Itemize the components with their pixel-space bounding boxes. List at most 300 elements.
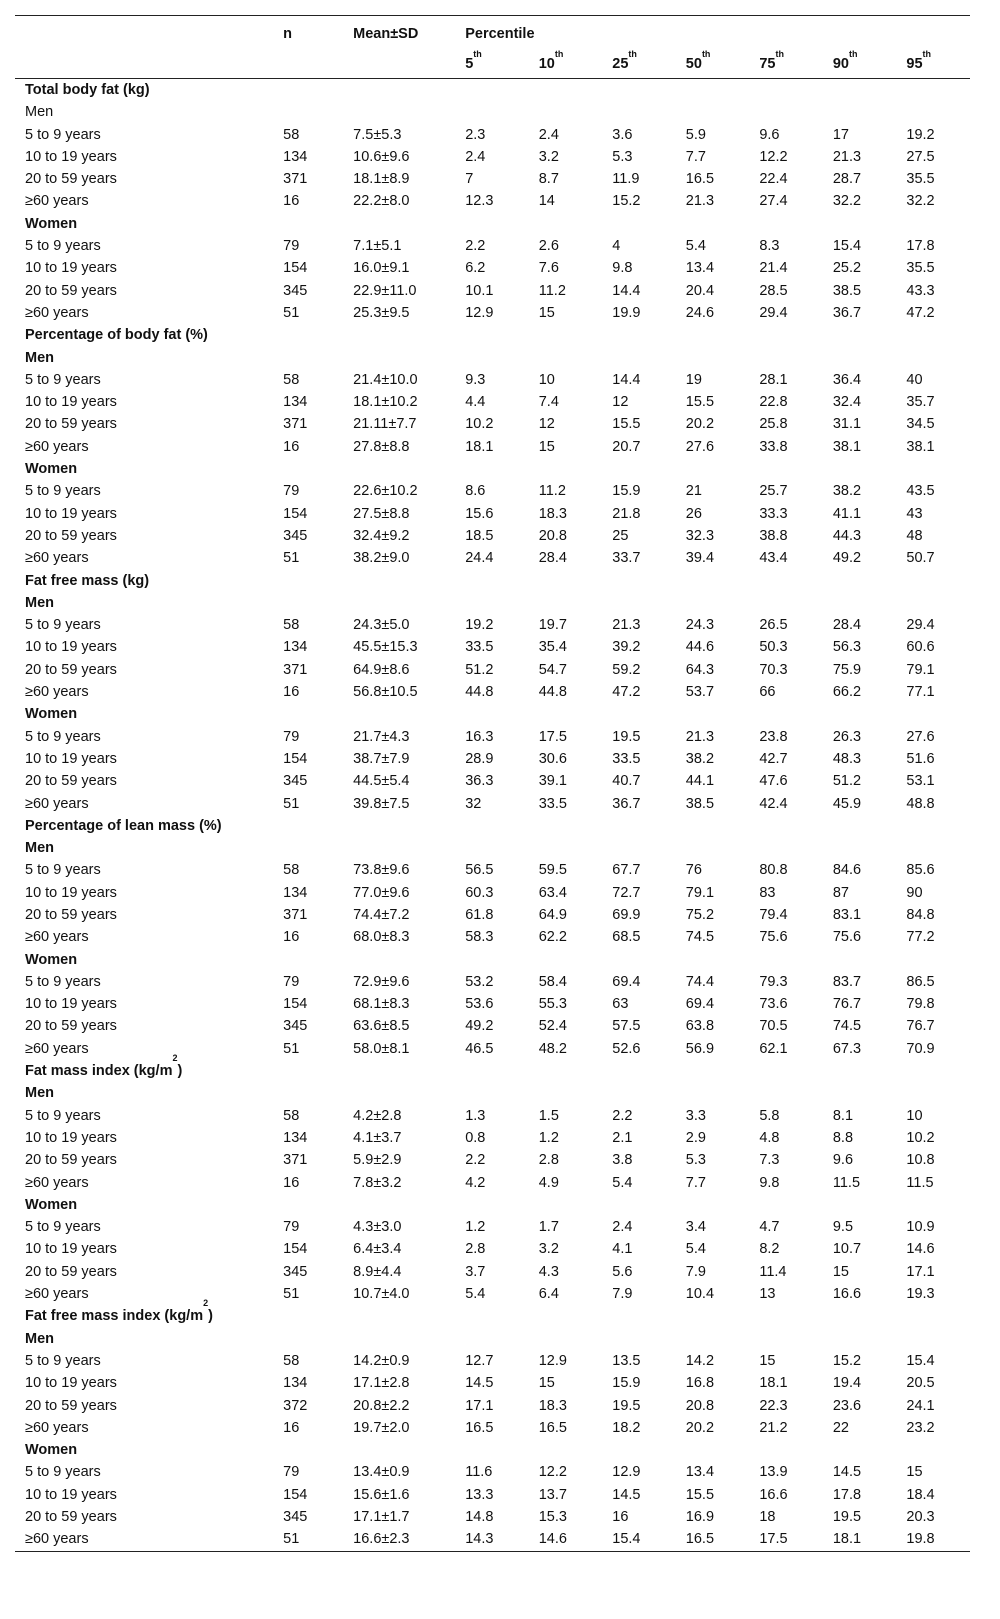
table-row <box>15 547 970 569</box>
percentile-cell: 9.5 <box>832 1219 854 1236</box>
percentile-cell: 2.6 <box>538 238 559 255</box>
table-row <box>15 190 970 212</box>
percentile-cell: 66 <box>759 684 776 701</box>
group-label: Women <box>25 951 78 968</box>
percentile-cell: 44.8 <box>465 684 494 701</box>
percentile-cell: 21.8 <box>612 505 641 522</box>
mean-sd-cell: 7.5±5.3 <box>353 126 402 143</box>
percentile-cell: 7.9 <box>685 1263 706 1280</box>
n-cell: 345 <box>283 1018 308 1035</box>
group-label: Men <box>25 1330 54 1347</box>
n-cell: 58 <box>283 371 300 388</box>
percentile-cell: 31.1 <box>832 416 862 433</box>
percentile-cell: 9.8 <box>759 1174 780 1191</box>
percentile-cell: 35.7 <box>906 394 935 411</box>
age-group-cell: 20 to 59 years <box>25 661 117 678</box>
percentile-cell: 21 <box>685 483 702 500</box>
percentile-cell: 51.2 <box>832 773 862 790</box>
percentile-cell: 2.1 <box>612 1129 633 1146</box>
percentile-cell: 26.5 <box>759 617 788 634</box>
percentile-cell: 50.3 <box>759 639 788 656</box>
percentile-cell: 25.2 <box>832 260 862 277</box>
group-label: Men <box>25 594 54 611</box>
percentile-cell: 29.4 <box>906 617 935 634</box>
age-group-cell: 20 to 59 years <box>25 527 117 544</box>
percentile-suffix: th <box>554 49 564 59</box>
percentile-cell: 16.8 <box>685 1375 715 1392</box>
percentile-cell: 33.7 <box>612 550 641 567</box>
group-label: Men <box>25 1085 54 1102</box>
percentile-cell: 17.1 <box>465 1397 494 1414</box>
percentile-cell: 2.3 <box>465 126 486 143</box>
table-row <box>15 1015 970 1037</box>
table-row <box>15 859 970 881</box>
age-group-cell: 5 to 9 years <box>25 238 101 255</box>
age-group-cell: 20 to 59 years <box>25 906 117 923</box>
mean-sd-cell: 14.2±0.9 <box>353 1352 410 1369</box>
percentile-cell: 7.4 <box>538 394 559 411</box>
header-percentile-50th <box>676 50 750 79</box>
percentile-cell: 4.9 <box>538 1174 559 1191</box>
table-row <box>15 1105 970 1127</box>
percentile-cell: 5.4 <box>612 1174 633 1191</box>
table-row <box>15 748 970 770</box>
percentile-cell: 28.1 <box>759 371 788 388</box>
group-label-row <box>15 837 970 859</box>
table-row <box>15 1372 970 1394</box>
percentile-cell: 47.6 <box>759 773 788 790</box>
table-row <box>15 681 970 703</box>
percentile-cell: 34.5 <box>906 416 935 433</box>
n-cell: 372 <box>283 1397 308 1414</box>
table-row <box>15 413 970 435</box>
group-label-row <box>15 213 970 235</box>
percentile-cell: 77.2 <box>906 929 935 946</box>
percentile-cell: 48 <box>906 527 923 544</box>
percentile-cell: 15 <box>832 1263 849 1280</box>
percentile-cell: 1.5 <box>538 1107 559 1124</box>
percentile-cell: 27.5 <box>906 148 935 165</box>
section-title <box>15 1298 970 1327</box>
percentile-suffix: th <box>473 49 482 59</box>
percentile-cell: 14.5 <box>465 1375 494 1392</box>
age-group-cell: 20 to 59 years <box>25 773 117 790</box>
table-row <box>15 391 970 413</box>
n-cell: 16 <box>283 193 300 210</box>
section-title-text: Fat free mass index (kg/m <box>25 1308 204 1325</box>
group-label-row <box>15 1439 970 1461</box>
table-header <box>15 16 970 79</box>
mean-sd-cell: 32.4±9.2 <box>353 527 410 544</box>
percentile-cell: 36.7 <box>832 304 862 321</box>
age-group-cell: 5 to 9 years <box>25 862 101 879</box>
percentile-cell: 32.3 <box>685 527 715 544</box>
percentile-cell: 23.2 <box>906 1419 935 1436</box>
percentile-cell: 22.3 <box>759 1397 788 1414</box>
mean-sd-cell: 77.0±9.6 <box>353 884 410 901</box>
percentile-cell: 12.7 <box>465 1352 494 1369</box>
percentile-cell: 46.5 <box>465 1040 494 1057</box>
percentile-cell: 13 <box>759 1286 776 1303</box>
table-row <box>15 1350 970 1372</box>
percentile-cell: 69.4 <box>612 973 641 990</box>
table-row <box>15 1172 970 1194</box>
percentile-cell: 57.5 <box>612 1018 641 1035</box>
n-cell: 154 <box>283 996 308 1013</box>
percentile-cell: 22 <box>832 1419 849 1436</box>
percentile-cell: 14.6 <box>529 1528 603 1551</box>
percentile-cell: 10 <box>538 371 555 388</box>
percentile-cell: 20.8 <box>685 1397 715 1414</box>
percentile-cell: 14 <box>538 193 555 210</box>
group-label-row <box>15 949 970 971</box>
percentile-cell: 10.7 <box>832 1241 862 1258</box>
percentile-cell: 44.8 <box>538 684 567 701</box>
percentile-cell: 70.5 <box>759 1018 788 1035</box>
percentile-cell: 49.2 <box>832 550 862 567</box>
percentile-cell: 14.3 <box>455 1528 529 1551</box>
age-group-cell: ≥60 years <box>25 1286 89 1303</box>
percentile-cell: 43.4 <box>759 550 788 567</box>
percentile-cell: 8.1 <box>832 1107 854 1124</box>
table-row <box>15 1283 970 1305</box>
percentile-cell: 36.4 <box>832 371 862 388</box>
group-label-row <box>15 1328 970 1350</box>
percentile-cell: 2.4 <box>612 1219 633 1236</box>
percentile-cell: 28.9 <box>465 750 494 767</box>
n-cell: 79 <box>283 483 300 500</box>
percentile-cell: 24.4 <box>465 550 494 567</box>
header-n: n <box>273 16 343 51</box>
group-label: Women <box>25 706 78 723</box>
percentile-cell: 4 <box>612 238 621 255</box>
mean-sd-cell: 10.7±4.0 <box>353 1286 410 1303</box>
percentile-cell: 17.8 <box>832 1486 862 1503</box>
section-title-text: Fat free mass (kg) <box>25 572 150 589</box>
percentile-cell: 2.8 <box>465 1241 486 1258</box>
percentile-cell: 5.4 <box>465 1286 486 1303</box>
n-cell: 51 <box>283 304 300 321</box>
percentile-cell: 55.3 <box>538 996 567 1013</box>
percentile-cell: 40.7 <box>612 773 641 790</box>
mean-sd-cell: 4.1±3.7 <box>353 1129 402 1146</box>
age-group-cell: 10 to 19 years <box>25 884 117 901</box>
percentile-cell: 9.6 <box>832 1152 854 1169</box>
age-group-cell: 5 to 9 years <box>25 483 101 500</box>
n-cell: 79 <box>283 728 300 745</box>
percentile-cell: 15.5 <box>685 1486 715 1503</box>
table-row <box>15 1417 970 1439</box>
percentile-cell: 42.4 <box>759 795 788 812</box>
percentile-cell: 2.9 <box>685 1129 706 1146</box>
percentile-cell: 86.5 <box>906 973 935 990</box>
age-group-cell: 20 to 59 years <box>25 171 117 188</box>
percentile-cell: 36.3 <box>465 773 494 790</box>
percentile-cell: 19.8 <box>896 1528 970 1551</box>
n-cell: 345 <box>283 773 308 790</box>
percentile-suffix: th <box>849 49 858 59</box>
n-cell: 58 <box>283 1352 300 1369</box>
percentile-cell: 18.4 <box>906 1486 935 1503</box>
percentile-cell: 30.6 <box>538 750 567 767</box>
header-empty-cell <box>15 50 273 79</box>
mean-sd-cell: 58.0±8.1 <box>353 1040 410 1057</box>
section-title-row <box>15 79 970 102</box>
percentile-cell: 20.7 <box>612 438 641 455</box>
percentile-suffix: th <box>922 49 932 59</box>
table-row <box>15 1395 970 1417</box>
percentile-cell: 4.7 <box>759 1219 780 1236</box>
percentile-cell: 23.6 <box>832 1397 862 1414</box>
percentile-cell: 84.6 <box>832 862 862 879</box>
percentile-cell: 14.4 <box>612 282 641 299</box>
percentile-cell: 42.7 <box>759 750 788 767</box>
table-row <box>15 525 970 547</box>
percentile-cell: 38.5 <box>832 282 862 299</box>
percentile-cell: 11.5 <box>906 1174 934 1191</box>
percentile-cell: 83 <box>759 884 776 901</box>
percentile-cell: 76 <box>685 862 702 879</box>
n-cell: 79 <box>283 1464 300 1481</box>
section-title-row <box>15 1305 970 1327</box>
percentile-cell: 27.4 <box>759 193 788 210</box>
n-cell: 16 <box>283 684 300 701</box>
percentile-cell: 15.5 <box>612 416 641 433</box>
section-title-row <box>15 815 970 837</box>
percentile-cell: 63 <box>612 996 629 1013</box>
age-group-cell: 10 to 19 years <box>25 639 117 656</box>
table-row <box>15 480 970 502</box>
n-cell: 154 <box>283 1486 308 1503</box>
percentile-cell: 10.1 <box>465 282 494 299</box>
mean-sd-cell: 19.7±2.0 <box>353 1419 410 1436</box>
mean-sd-cell: 15.6±1.6 <box>353 1486 410 1503</box>
percentile-cell: 15 <box>538 438 555 455</box>
percentile-cell: 77.1 <box>906 684 935 701</box>
mean-sd-cell: 64.9±8.6 <box>353 661 410 678</box>
percentile-cell: 6.4 <box>538 1286 559 1303</box>
percentile-cell: 21.3 <box>612 617 641 634</box>
percentile-cell: 40 <box>906 371 923 388</box>
percentile-cell: 14.5 <box>832 1464 862 1481</box>
table-row <box>15 1506 970 1528</box>
mean-sd-cell: 56.8±10.5 <box>353 684 418 701</box>
n-cell: 371 <box>283 416 308 433</box>
group-label-row <box>15 592 970 614</box>
table-row <box>15 280 970 302</box>
n-cell: 134 <box>283 639 308 656</box>
percentile-cell: 90 <box>906 884 923 901</box>
table-row <box>15 904 970 926</box>
percentile-cell: 32.2 <box>832 193 862 210</box>
percentile-cell: 62.1 <box>759 1040 788 1057</box>
percentile-cell: 12.3 <box>465 193 494 210</box>
percentile-cell: 38.2 <box>685 750 715 767</box>
percentile-cell: 3.2 <box>538 1241 559 1258</box>
percentile-cell: 15 <box>906 1464 923 1481</box>
percentile-cell: 16.5 <box>685 171 715 188</box>
percentile-cell: 18.5 <box>465 527 494 544</box>
mean-sd-cell: 16.6±2.3 <box>343 1528 455 1551</box>
table-row <box>15 770 970 792</box>
percentile-cell: 53.1 <box>906 773 935 790</box>
percentile-cell: 11.5 <box>832 1174 861 1191</box>
n-cell: 134 <box>283 1375 308 1392</box>
percentile-cell: 52.4 <box>538 1018 567 1035</box>
percentile-cell: 7.9 <box>612 1286 633 1303</box>
n-cell: 51 <box>283 1040 300 1057</box>
n-cell: 134 <box>283 884 308 901</box>
percentile-cell: 2.2 <box>612 1107 633 1124</box>
mean-sd-cell: 18.1±8.9 <box>353 171 410 188</box>
percentile-cell: 43 <box>906 505 923 522</box>
table-row <box>15 436 970 458</box>
percentile-cell: 72.7 <box>612 884 641 901</box>
percentile-cell: 32.2 <box>906 193 935 210</box>
table-row <box>15 726 970 748</box>
percentile-cell: 4.2 <box>465 1174 486 1191</box>
body-composition-percentile-table <box>15 15 970 1552</box>
percentile-cell: 15.2 <box>832 1352 862 1369</box>
percentile-cell: 64.9 <box>538 906 567 923</box>
age-group-cell: 20 to 59 years <box>25 1263 117 1280</box>
table-row <box>15 614 970 636</box>
percentile-cell: 9.8 <box>612 260 633 277</box>
n-cell: 58 <box>283 617 300 634</box>
n-cell: 16 <box>283 1174 300 1191</box>
percentile-cell: 76.7 <box>832 996 862 1013</box>
percentile-cell: 18.1 <box>465 438 494 455</box>
percentile-cell: 64.3 <box>685 661 715 678</box>
percentile-cell: 13.7 <box>538 1486 567 1503</box>
table-row <box>15 1216 970 1238</box>
age-group-cell: 10 to 19 years <box>25 1486 117 1503</box>
n-cell: 154 <box>283 1241 308 1258</box>
percentile-cell: 13.9 <box>759 1464 788 1481</box>
percentile-cell: 25.8 <box>759 416 788 433</box>
n-cell: 134 <box>283 394 308 411</box>
table-row <box>15 168 970 190</box>
percentile-cell: 1.2 <box>538 1129 559 1146</box>
mean-sd-cell: 63.6±8.5 <box>353 1018 410 1035</box>
percentile-cell: 19.5 <box>612 1397 641 1414</box>
age-group-cell: 5 to 9 years <box>25 1352 101 1369</box>
percentile-cell: 12.2 <box>759 148 788 165</box>
percentile-cell: 5.6 <box>612 1263 633 1280</box>
percentile-cell: 7.7 <box>685 1174 706 1191</box>
percentile-cell: 3.4 <box>685 1219 706 1236</box>
percentile-cell: 67.3 <box>832 1040 862 1057</box>
percentile-cell: 12 <box>538 416 555 433</box>
percentile-cell: 21.3 <box>685 728 715 745</box>
age-group-cell: 10 to 19 years <box>25 996 117 1013</box>
percentile-cell: 19.9 <box>612 304 641 321</box>
mean-sd-cell: 22.2±8.0 <box>353 193 410 210</box>
percentile-cell: 56.5 <box>465 862 494 879</box>
mean-sd-cell: 73.8±9.6 <box>353 862 410 879</box>
n-cell: 345 <box>283 282 308 299</box>
age-group-cell: 10 to 19 years <box>25 1375 117 1392</box>
percentile-cell: 68.5 <box>612 929 641 946</box>
mean-sd-cell: 17.1±2.8 <box>353 1375 410 1392</box>
percentile-cell: 3.7 <box>465 1263 486 1280</box>
percentile-number: 50 <box>685 56 702 72</box>
percentile-cell: 75.2 <box>685 906 715 923</box>
percentile-cell: 5.4 <box>685 1241 706 1258</box>
age-group-cell: 5 to 9 years <box>25 728 101 745</box>
table-row <box>15 503 970 525</box>
percentile-cell: 79.1 <box>685 884 715 901</box>
percentile-cell: 25.7 <box>759 483 788 500</box>
n-cell: 58 <box>283 126 300 143</box>
age-group-cell: 5 to 9 years <box>25 1219 101 1236</box>
percentile-cell: 18.3 <box>538 1397 567 1414</box>
percentile-cell: 79.8 <box>906 996 935 1013</box>
mean-sd-cell: 74.4±7.2 <box>353 906 410 923</box>
header-empty-cell <box>273 50 343 79</box>
mean-sd-cell: 68.1±8.3 <box>353 996 410 1013</box>
mean-sd-cell: 72.9±9.6 <box>353 973 410 990</box>
age-group-cell: 10 to 19 years <box>25 1241 117 1258</box>
n-cell: 79 <box>283 238 300 255</box>
percentile-cell: 19 <box>685 371 702 388</box>
percentile-cell: 75.6 <box>832 929 862 946</box>
percentile-cell: 20.2 <box>685 416 715 433</box>
group-label: Women <box>25 215 78 232</box>
mean-sd-cell: 25.3±9.5 <box>353 304 410 321</box>
percentile-cell: 10.4 <box>685 1286 715 1303</box>
mean-sd-cell: 38.7±7.9 <box>353 750 410 767</box>
mean-sd-cell: 17.1±1.7 <box>353 1509 410 1525</box>
percentile-cell: 0.8 <box>465 1129 486 1146</box>
percentile-cell: 18.2 <box>612 1419 641 1436</box>
header-percentile-25th <box>602 50 676 79</box>
percentile-cell: 74.4 <box>685 973 715 990</box>
age-group-cell: 20 to 59 years <box>25 1152 117 1169</box>
age-group-cell: 10 to 19 years <box>25 148 117 165</box>
age-group-cell: ≥60 years <box>25 550 89 567</box>
section-title-end: ) <box>177 1063 183 1080</box>
percentile-cell: 15.2 <box>612 193 641 210</box>
percentile-cell: 15.5 <box>685 394 715 411</box>
percentile-cell: 8.3 <box>759 238 780 255</box>
percentile-cell: 41.1 <box>832 505 862 522</box>
percentile-cell: 12.9 <box>538 1352 567 1369</box>
n-cell: 58 <box>283 1107 300 1124</box>
percentile-cell: 28.7 <box>832 171 862 188</box>
percentile-cell: 12.9 <box>465 304 494 321</box>
percentile-cell: 25 <box>612 527 629 544</box>
percentile-cell: 15.4 <box>602 1528 676 1551</box>
mean-sd-cell: 24.3±5.0 <box>353 617 410 634</box>
percentile-cell: 19.5 <box>832 1509 862 1525</box>
section-title-row <box>15 324 970 346</box>
percentile-cell: 15.9 <box>612 1375 641 1392</box>
age-group-cell: 5 to 9 years <box>25 1107 101 1124</box>
section-title-text: Total body fat (kg) <box>25 82 150 98</box>
percentile-cell: 18.3 <box>538 505 567 522</box>
percentile-number: 25 <box>612 56 629 72</box>
table-row <box>15 369 970 391</box>
percentile-cell: 79.3 <box>759 973 788 990</box>
percentile-cell: 60.3 <box>465 884 494 901</box>
percentile-cell: 33.5 <box>612 750 641 767</box>
percentile-cell: 4.8 <box>759 1129 780 1146</box>
mean-sd-cell: 7.1±5.1 <box>353 238 402 255</box>
percentile-cell: 5.3 <box>685 1152 706 1169</box>
section-title <box>15 1053 970 1082</box>
header-percentile: Percentile <box>455 16 970 51</box>
